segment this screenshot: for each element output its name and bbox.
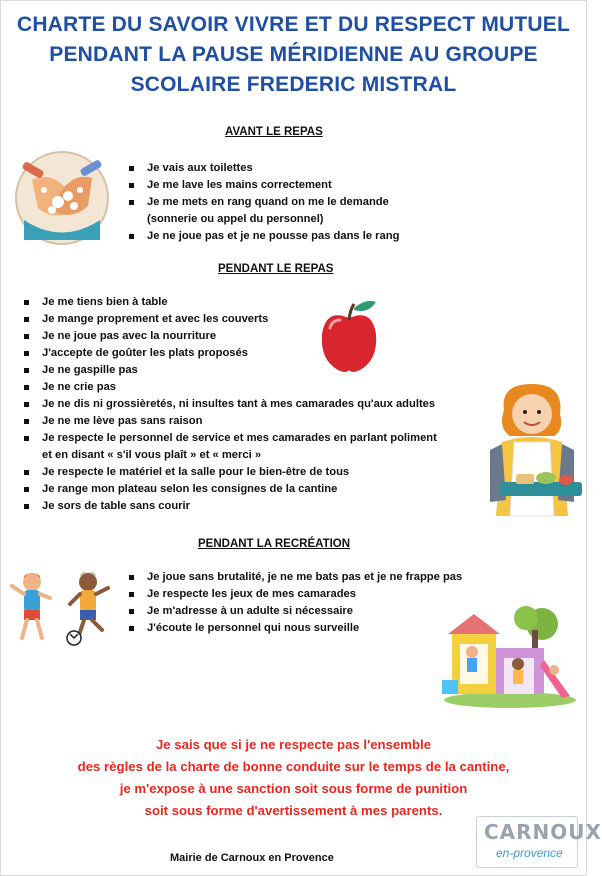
list-item-text-continued: et en disant « s'il vous plaît » et « merci »	[42, 449, 262, 461]
closing-line-4: soit sous forme d'avertissement à mes parents.	[144, 803, 443, 818]
children-playing-illustration	[8, 568, 120, 648]
logo-main-text: CARNOUX	[484, 820, 602, 844]
list-item	[127, 194, 399, 228]
list-item	[22, 430, 437, 464]
list-item: Je respecte les jeux de mes camarades	[127, 586, 462, 603]
closing-line-1: Je sais que si je ne respecte pas l'ensemble	[155, 737, 432, 752]
playground-illustration	[436, 604, 576, 708]
list-item: Je respecte le matériel et la salle pour le bien-être de tous	[22, 464, 437, 481]
page-title	[0, 10, 587, 100]
apple-illustration	[316, 298, 382, 374]
avant-list	[127, 160, 399, 245]
list-item: Je ne gaspille pas	[22, 362, 437, 379]
list-item: Je m'adresse à un adulte si nécessaire	[127, 603, 462, 620]
section-heading-recreation: PENDANT LA RECRÉATION	[198, 538, 351, 550]
recreation-list	[127, 569, 462, 637]
list-item: Je mange proprement et avec les couverts	[22, 311, 437, 328]
title-line-3: SCOLAIRE FREDERIC MISTRAL	[130, 73, 457, 96]
closing-statement	[0, 734, 587, 822]
list-item: Je me lave les mains correctement	[127, 177, 399, 194]
handwashing-illustration	[14, 150, 110, 246]
list-item: Je me tiens bien à table	[22, 294, 437, 311]
title-line-2: PENDANT LA PAUSE MÉRIDIENNE AU GROUPE	[49, 43, 538, 66]
closing-line-3: je m'expose à une sanction soit sous forme de punition	[119, 781, 468, 796]
list-item: Je ne crie pas	[22, 379, 437, 396]
section-heading-pendant: PENDANT LE REPAS	[218, 263, 334, 275]
list-item-text-continued: (sonnerie ou appel du personnel)	[147, 213, 324, 225]
cafeteria-lady-illustration	[480, 380, 584, 520]
list-item: J'écoute le personnel qui nous surveille	[127, 620, 462, 637]
list-item: Je ne joue pas avec la nourriture	[22, 328, 437, 345]
carnoux-logo	[476, 820, 602, 870]
logo-sub-text: en-provence	[496, 846, 563, 860]
section-heading-avant: AVANT LE REPAS	[225, 126, 323, 138]
list-item: Je ne dis ni grossièretés, ni insultes tant à mes camarades qu'aux adultes	[22, 396, 437, 413]
list-item: Je sors de table sans courir	[22, 498, 437, 515]
footer-signature: Mairie de Carnoux en Provence	[170, 852, 334, 864]
list-item-text: Je me mets en rang quand on me le demande	[147, 196, 389, 208]
list-item: Je vais aux toilettes	[127, 160, 399, 177]
list-item: Je ne joue pas et je ne pousse pas dans le rang	[127, 228, 399, 245]
closing-line-2: des règles de la charte de bonne conduite sur le temps de la cantine,	[77, 759, 510, 774]
list-item: Je joue sans brutalité, je ne me bats pas et je ne frappe pas	[127, 569, 462, 586]
list-item: Je range mon plateau selon les consignes de la cantine	[22, 481, 437, 498]
list-item: Je ne me lève pas sans raison	[22, 413, 437, 430]
list-item: J'accepte de goûter les plats proposés	[22, 345, 437, 362]
list-item-text: Je respecte le personnel de service et mes camarades en parlant poliment	[42, 432, 437, 444]
title-line-1: CHARTE DU SAVOIR VIVRE ET DU RESPECT MUTUEL	[16, 13, 571, 36]
